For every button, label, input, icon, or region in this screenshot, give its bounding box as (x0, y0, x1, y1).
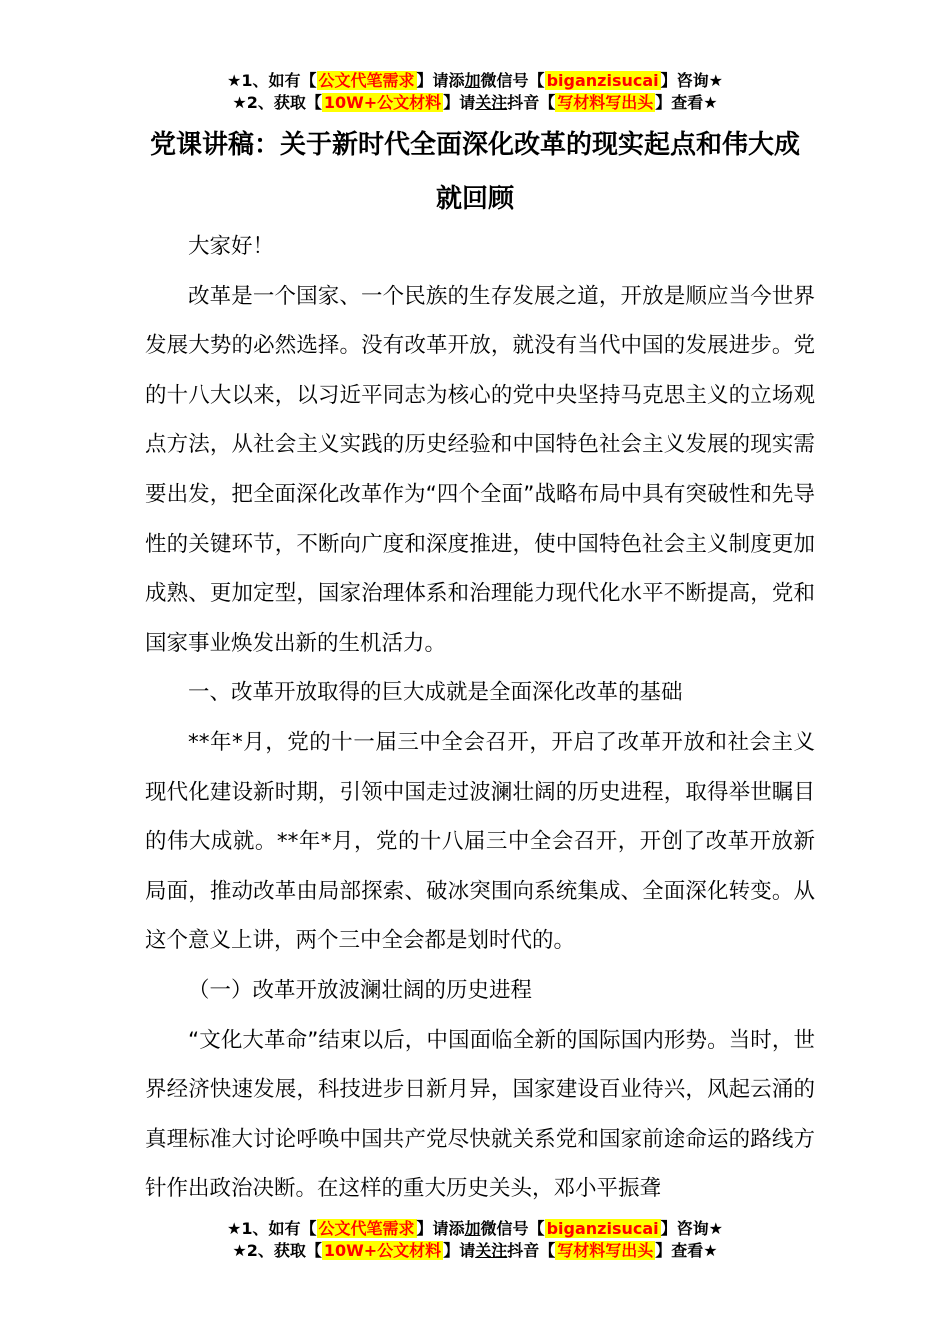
highlight-wechat-id: biganzisucai (546, 1219, 659, 1238)
title-line-2: 就回顾 (435, 184, 514, 214)
banner-text: ★2、获取【 (232, 93, 322, 112)
banner-line-1 (0, 1218, 950, 1240)
highlight-wechat-id: biganzisucai (546, 71, 659, 90)
highlight-service: 公文代笔需求 (318, 71, 415, 90)
banner-text: 】咨询★ (660, 1219, 723, 1238)
banner-text: ★1、如有【 (227, 71, 317, 90)
banner-line-2 (0, 1240, 950, 1262)
banner-line-1 (0, 70, 950, 92)
banner-text: 抖音【 (507, 1241, 556, 1260)
section-heading: 一、改革开放取得的巨大成就是全面深化改革的基础 (188, 680, 683, 706)
banner-text-underlined: 加 (464, 1219, 481, 1238)
banner-text-underlined: 加 (464, 71, 481, 90)
banner-text: 】请 (443, 1241, 476, 1260)
paragraph-plenary-sessions: **年*月，党的十一届三中全会召开，开启了改革开放和社会主义现代化建设新时期，引领中国走过波澜壮阔的历史进程，取得举世瞩目的伟大成就。**年*月，党的十八届三中全会召开，开创了改革开放新局面，推动改革由局部探索、破冰突围向系统集成、全面深化转变。从这个意义上讲，两个三中全会都是划时代的。 (145, 729, 815, 954)
greeting: 大家好！ (188, 234, 275, 259)
banner-line-2 (0, 92, 950, 114)
document-title (0, 118, 950, 226)
banner-text-underlined: 关注 (475, 1241, 508, 1260)
highlight-service: 公文代笔需求 (318, 1219, 415, 1238)
banner-text: 】请 (443, 93, 476, 112)
banner-text: 】请添 (416, 1219, 465, 1238)
footer-banner (0, 1218, 950, 1262)
subsection-heading: （一）改革开放波澜壮阔的历史进程 (188, 977, 533, 1003)
highlight-materials: 10W+公文材料 (323, 1241, 442, 1260)
banner-text: 】查看★ (655, 93, 718, 112)
title-line-1: 党课讲稿：关于新时代全面深化改革的现实起点和伟大成 (149, 130, 800, 160)
banner-text: ★2、获取【 (232, 1241, 322, 1260)
banner-text: 抖音【 (507, 93, 556, 112)
banner-text: 】咨询★ (660, 71, 723, 90)
banner-text-underlined: 关注 (475, 93, 508, 112)
highlight-douyin-account: 写材料写出头 (557, 1241, 654, 1260)
banner-text: 微信号【 (480, 71, 545, 90)
paragraph-intro: 改革是一个国家、一个民族的生存发展之道，开放是顺应当今世界发展大势的必然选择。没有改革开放，就没有当代中国的发展进步。党的十八大以来，以习近平同志为核心的党中央坚持马克思主义的立场观点方法，从社会主义实践的历史经验和中国特色社会主义发展的现实需要出发，把全面深化改革作为“四个全面”战略布局中具有突破性和先导性的关键环节，不断向广度和深度推进，使中国特色社会主义制度更加成熟、更加定型，国家治理体系和治理能力现代化水平不断提高，党和国家事业焕发出新的生机活力。 (145, 283, 815, 656)
banner-text: ★1、如有【 (227, 1219, 317, 1238)
document-body (145, 222, 815, 1214)
header-banner (0, 70, 950, 114)
highlight-materials: 10W+公文材料 (323, 93, 442, 112)
banner-text: 】查看★ (655, 1241, 718, 1260)
highlight-douyin-account: 写材料写出头 (557, 93, 654, 112)
paragraph-history: “文化大革命”结束以后，中国面临全新的国际国内形势。当时，世界经济快速发展，科技进步日新月异，国家建设百业待兴，风起云涌的真理标准大讨论呼唤中国共产党尽快就关系党和国家前途命运的路线方针作出政治决断。在这样的重大历史关头，邓小平振聋 (145, 1027, 815, 1202)
banner-text: 微信号【 (480, 1219, 545, 1238)
banner-text: 】请添 (416, 71, 465, 90)
